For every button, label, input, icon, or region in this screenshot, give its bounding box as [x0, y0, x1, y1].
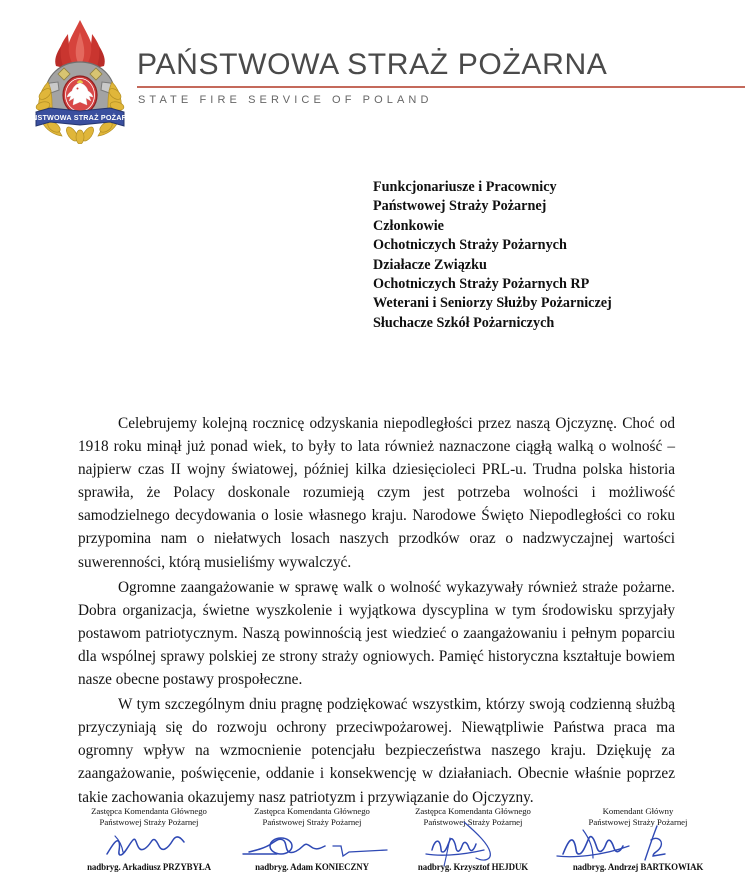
- signature-role-line: Zastępca Komendanta Głównego: [91, 806, 207, 816]
- flame-icon: [55, 20, 105, 68]
- psp-emblem: [24, 16, 136, 144]
- signature-name: nadbryg. Adam KONIECZNY: [255, 862, 369, 873]
- letter-body: [78, 412, 675, 811]
- signature-name: nadbryg. Andrzej BARTKOWIAK: [572, 862, 704, 873]
- addressee-line: Działacze Związku: [373, 256, 487, 273]
- addressee-line: Weterani i Seniorzy Służby Pożarniczej: [373, 295, 612, 312]
- signature-role-line: Komendant Główny: [602, 806, 674, 816]
- addressee-line: Ochotniczych Straży Pożarnych RP: [373, 276, 590, 293]
- svg-text:PAŃSTWOWA STRAŻ POŻARNA: PAŃSTWOWA STRAŻ POŻARNA: [24, 113, 136, 123]
- letterhead-text: [137, 50, 749, 106]
- addressee-block: [373, 178, 723, 333]
- addressee-line: Ochotniczych Straży Pożarnych: [373, 237, 567, 254]
- organization-title: PAŃSTWOWA STRAŻ POŻARNA: [137, 48, 608, 81]
- handwritten-signature: [538, 828, 738, 862]
- header-divider: [137, 86, 745, 88]
- addressee-line: Członkowie: [373, 217, 444, 234]
- signature-name: nadbryg. Arkadiusz PRZYBYŁA: [87, 862, 211, 873]
- signature-role-line: Państwowej Straży Pożarnej: [262, 816, 362, 827]
- signature-row: [0, 806, 753, 889]
- signature-role-line: Zastępca Komendanta Głównego: [254, 806, 370, 816]
- handwritten-signature: [54, 828, 244, 862]
- signature-name: nadbryg. Krzysztof HEJDUK: [417, 862, 529, 873]
- signature-block: [54, 806, 244, 872]
- signature-role-line: Państwowej Straży Pożarnej: [423, 816, 523, 827]
- body-paragraph: W tym szczególnym dniu pragnę podziękować wszystkim, którzy swoją codzienną służbą przyczyniają się do rozwoju ochrony przeciwpożarowej. Niewątpliwie Państwa praca ma ogromny wpływ na wzmocnienie potencjału bezpieczeństwa naszego kraju. Dziękuję za zaangażowanie, poświęcenie, oddanie i konsekwencję w działaniach. Obecnie właśnie poprzez takie zachowania okazujemy nasz patriotyzm i przywiązanie do Ojczyzny.: [78, 696, 675, 806]
- emblem-banner: [24, 108, 136, 126]
- signature-block: [538, 806, 738, 872]
- signature-role-line: Zastępca Komendanta Głównego: [415, 806, 531, 816]
- addressee-line: Funkcjonariusze i Pracownicy: [373, 179, 557, 195]
- body-paragraph: Celebrujemy kolejną rocznicę odzyskania niepodległości przez naszą Ojczyznę. Choć od 1918 roku minął już ponad wiek, to były to lata również naznaczone ciągłą walką o wolność – najpierw czas II wojny światowej, później kilka dziesięcioleci PRL-u. Trudna polska historia sprawiła, że Polacy doskonale rozumieją czym jest potrzeba wolności i możliwość samodzielnego decydowania o losie własnego kraju. Narodowe Święto Niepodległości co roku przypomina nam o niełatwych losach naszych przodków oraz o nadzwyczajnej wartości suwerenności, którą musieliśmy wywalczyć.: [78, 415, 675, 571]
- body-paragraph: Ogromne zaangażowanie w sprawę walk o wolność wykazywały również straże pożarne. Dobra organizacja, świetne wyszkolenie i wyjątkowa dyscyplina w tym środowisku sprzyjały postawom patriotycznym. Naszą powinnością jest wiedzieć o zaangażowaniu i pełnym poparciu dla wspólnej sprawy polskiej ze strony straży ogniowych. Pamięć historyczna kształtuje bowiem nasze obecne postawy prospołeczne.: [78, 578, 675, 689]
- polish-eagle-icon: [63, 76, 97, 114]
- signature-role-line: Państwowej Straży Pożarnej: [99, 816, 199, 827]
- organization-subtitle: STATE FIRE SERVICE OF POLAND: [138, 93, 433, 106]
- letterhead: [0, 0, 753, 150]
- signature-role-line: Państwowej Straży Pożarnej: [588, 816, 688, 827]
- addressee-line: Państwowej Straży Pożarnej: [373, 198, 547, 215]
- addressee-line: Słuchacze Szkół Pożarniczych: [373, 314, 555, 331]
